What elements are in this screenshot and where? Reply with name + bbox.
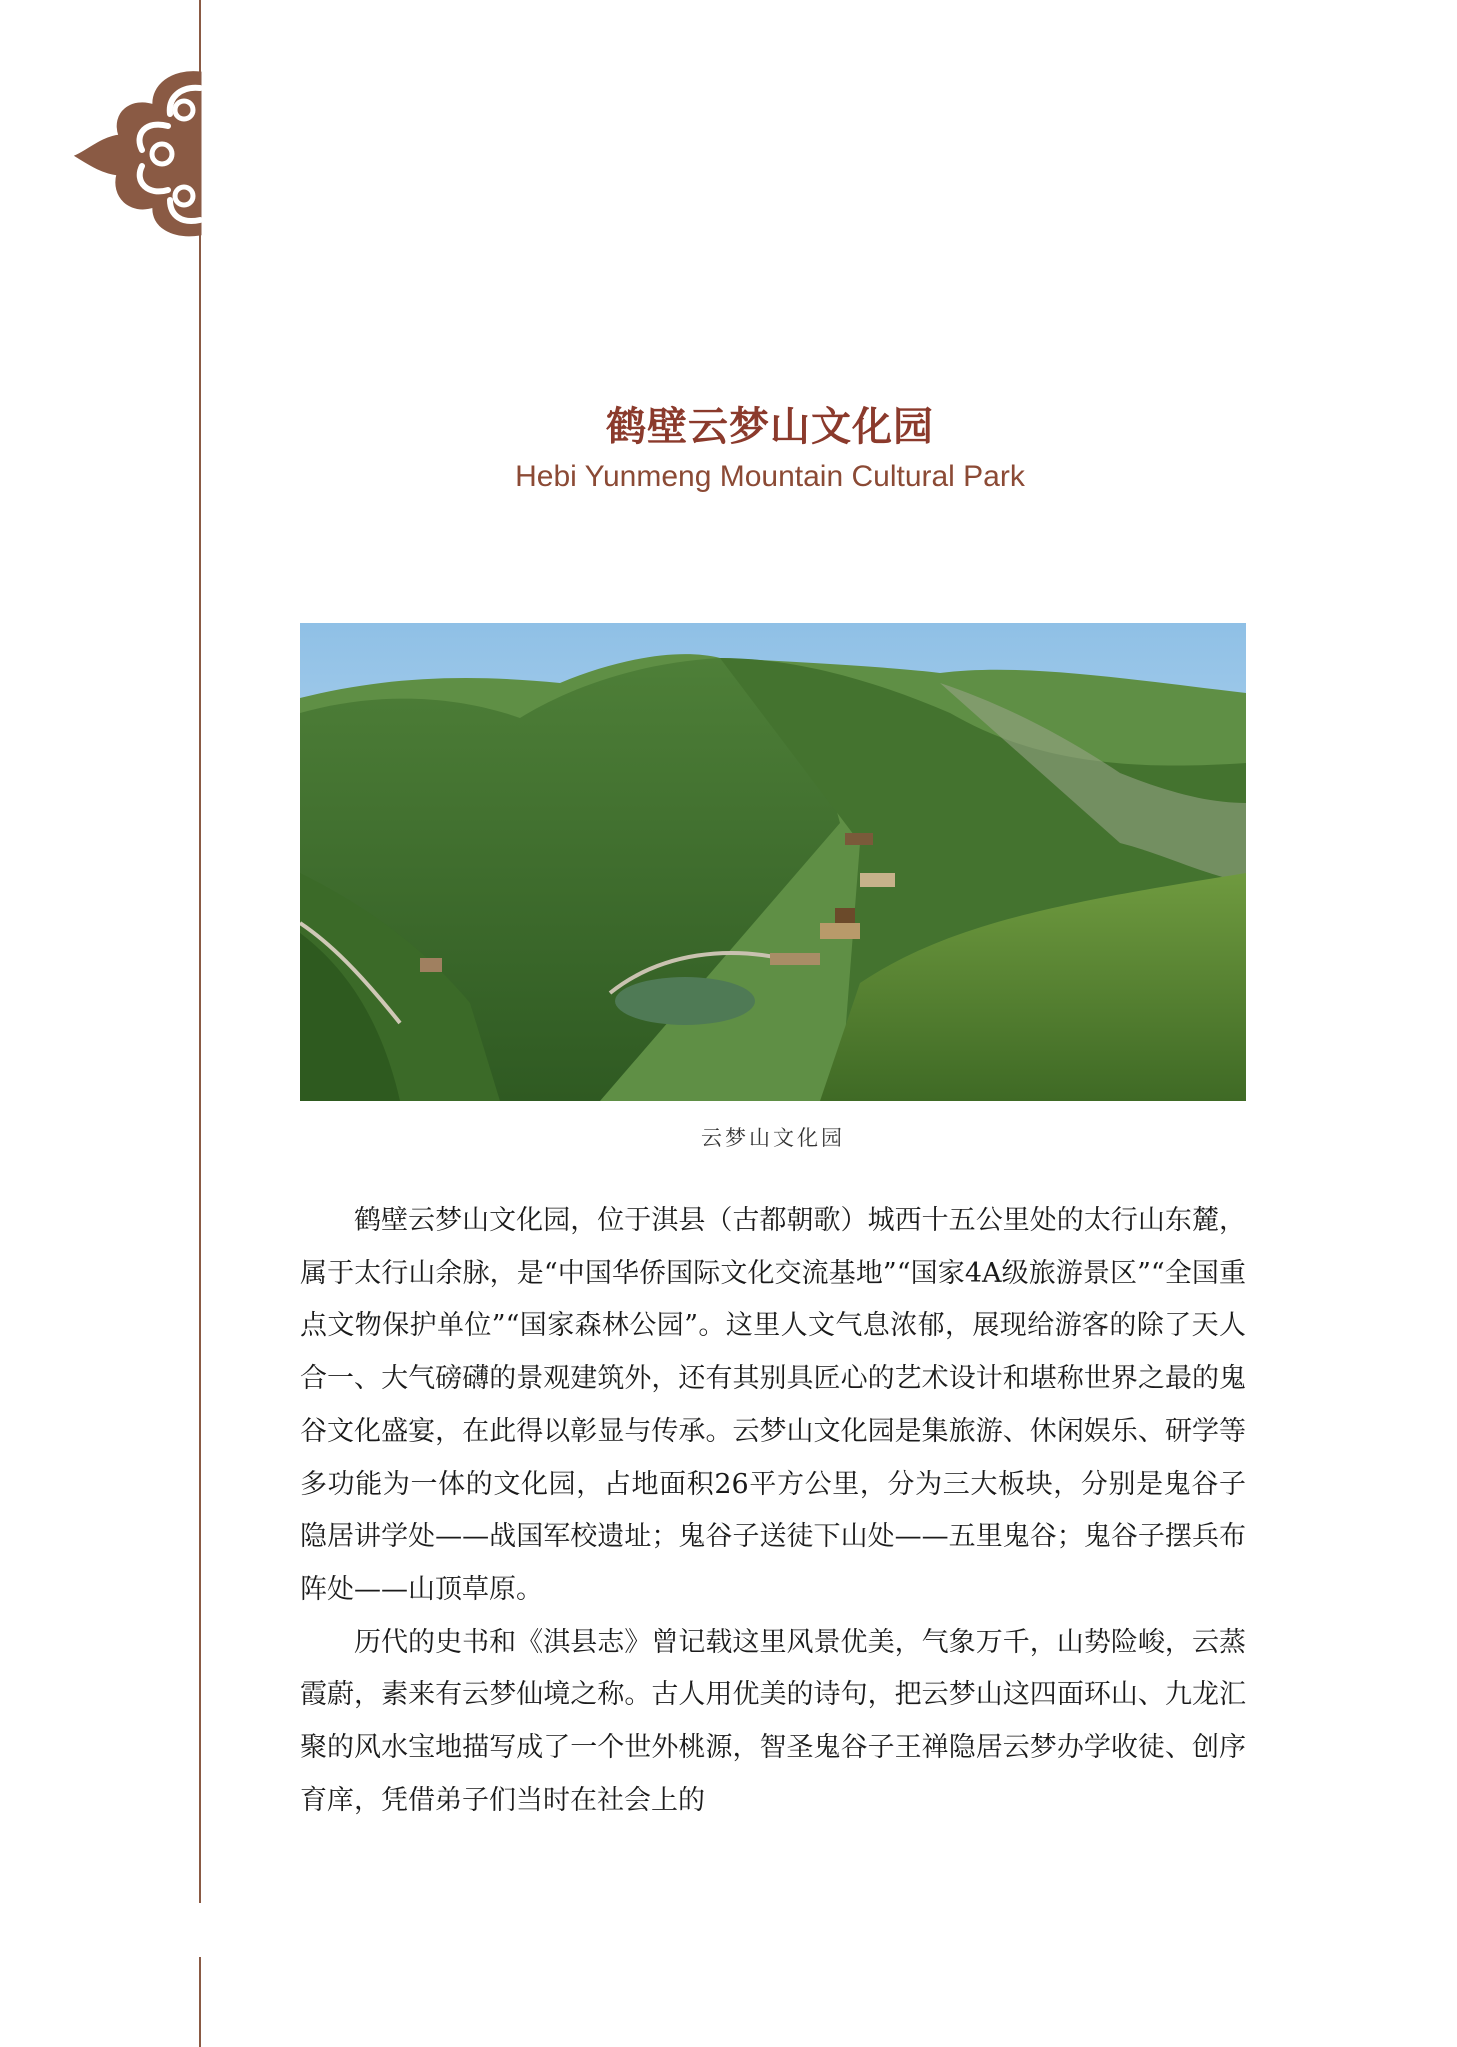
mountain-valley-photo [300,623,1246,1101]
margin-rule [199,0,201,1903]
margin-rule-lower [199,1957,201,2047]
paragraph: 历代的史书和《淇县志》曾记载这里风景优美，气象万千，山势险峻，云蒸霞蔚，素来有云梦仙境之称。古人用优美的诗句，把云梦山这四面环山、九龙汇聚的风水宝地描写成了一个世外桃源，智圣鬼谷子王禅隐居云梦办学收徒、创序育庠，凭借弟子们当时在社会上的 [300,1626,1246,1816]
figure-caption: 云梦山文化园 [701,1126,845,1150]
page-title: 鹤壁云梦山文化园 [606,404,934,450]
page-subtitle: Hebi Yunmeng Mountain Cultural Park [515,460,1025,493]
article-body [300,1195,1246,1827]
cloud-ornament-icon [72,68,204,238]
paragraph: 鹤壁云梦山文化园，位于淇县（古都朝歌）城西十五公里处的太行山东麓，属于太行山余脉，是“中国华侨国际文化交流基地”“国家4A级旅游景区”“全国重点文物保护单位”“国家森林公园”。这里人文气息浓郁，展现给游客的除了天人合一、大气磅礴的景观建筑外，还有其别具匠心的艺术设计和堪称世界之最的鬼谷文化盛宴，在此得以彰显与传承。云梦山文化园是集旅游、休闲娱乐、研学等多功能为一体的文化园，占地面积26平方公里，分为三大板块，分别是鬼谷子隐居讲学处——战国军校遗址；鬼谷子送徒下山处——五里鬼谷；鬼谷子摆兵布阵处——山顶草原。 [300,1205,1246,1605]
